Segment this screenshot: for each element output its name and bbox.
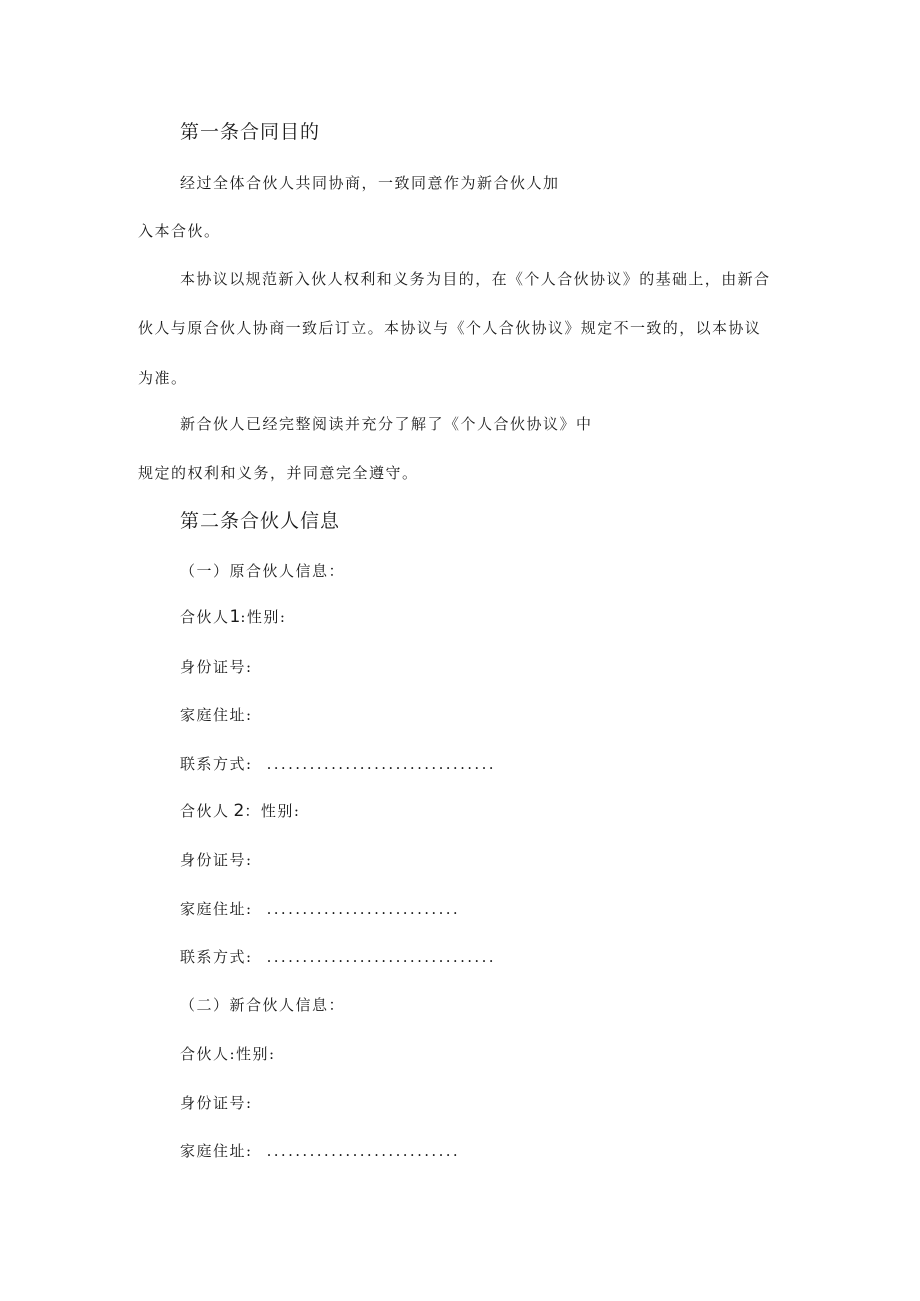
section-1-para-2-line-3: 为准。 xyxy=(138,369,188,387)
partner-2-gender-label: ：性别: xyxy=(244,802,301,820)
partner-2-gender-row xyxy=(180,801,300,821)
partner-2-contact-value: ................................ xyxy=(266,948,496,966)
new-partner-address-label: 家庭住址: xyxy=(180,1142,253,1160)
partner-1-gender-label: :性别: xyxy=(240,608,287,626)
partner-1-contact-value: ................................ xyxy=(266,755,496,773)
partner-2-address-label: 家庭住址: xyxy=(180,900,253,918)
partner-1-gender-row xyxy=(180,607,286,627)
partner-1-id-label: 身份证号: xyxy=(180,658,253,676)
new-partner-id-label: 身份证号: xyxy=(180,1094,253,1112)
new-partner-title: （二）新合伙人信息： xyxy=(180,996,346,1014)
section-1-para-2-line-2: 伙人与原合伙人协商一致后订立。本协议与《个人合伙协议》规定不一致的，以本协议 xyxy=(138,319,762,337)
section-1-para-1-line-1: 经过全体合伙人共同协商，一致同意作为新合伙人加 xyxy=(180,174,560,192)
partner-1-contact-label: 联系方式: xyxy=(180,755,253,773)
section-1-para-2-line-1: 本协议以规范新入伙人权利和义务为目的，在《个人合伙协议》的基础上，由新合 xyxy=(180,270,771,288)
partner-2-contact-label: 联系方式: xyxy=(180,948,253,966)
section-1-heading: 第一条合同目的 xyxy=(180,121,321,143)
original-partners-title: （一）原合伙人信息： xyxy=(180,562,346,580)
partner-1-number: 1 xyxy=(229,607,241,627)
partner-1-prefix: 合伙人 xyxy=(180,608,230,626)
section-1-para-3-line-2: 规定的权利和义务，并同意完全遵守。 xyxy=(138,464,419,482)
partner-2-address-row xyxy=(180,899,460,919)
new-partner-address-value: ........................... xyxy=(266,1142,461,1160)
partner-2-number: 2 xyxy=(233,801,245,821)
partner-2-id-label: 身份证号: xyxy=(180,851,253,869)
partner-2-prefix: 合伙人 xyxy=(180,802,230,820)
partner-1-address-label: 家庭住址: xyxy=(180,706,253,724)
partner-1-contact-row xyxy=(180,754,496,774)
section-2-heading: 第二条合伙人信息 xyxy=(180,510,341,532)
partner-2-address-value: ........................... xyxy=(266,900,461,918)
section-1-para-1-line-2: 入本合伙。 xyxy=(138,222,221,240)
partner-2-contact-row xyxy=(180,947,496,967)
new-partner-gender-label: 合伙人:性别: xyxy=(180,1045,276,1063)
section-1-para-3-line-1: 新合伙人已经完整阅读并充分了解了《个人合伙协议》中 xyxy=(180,415,593,433)
new-partner-address-row xyxy=(180,1141,460,1161)
